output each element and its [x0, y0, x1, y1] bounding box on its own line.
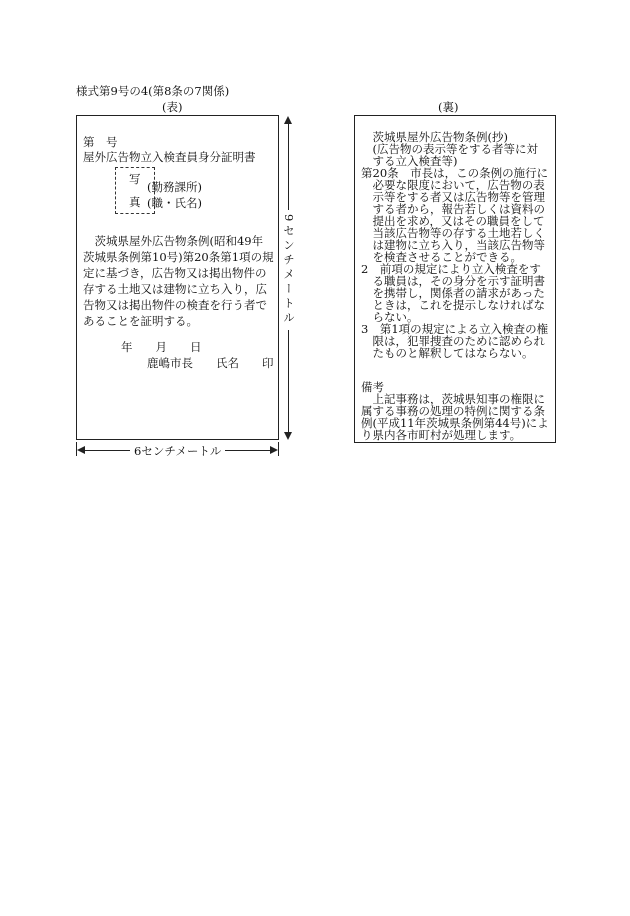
- back-line: 当該広告物等の存する土地若しく: [361, 226, 545, 240]
- back-side-label: (裏): [438, 100, 459, 114]
- body-line: 告物又は掲出物件の検査を行う者で: [83, 298, 267, 312]
- front-card: [76, 115, 279, 440]
- photo-label-bottom: 真: [129, 195, 141, 209]
- back-line: 第20条 市長は，この条例の施行に: [361, 166, 549, 180]
- back-line: する者から，報告若しくは資料の: [361, 202, 545, 216]
- back-line: を携帯し，関係者の請求があった: [361, 286, 545, 300]
- height-arrow-bottom-icon: [284, 432, 292, 440]
- body-line: あることを証明する。: [83, 314, 198, 328]
- body-line: 茨城県条例第10号)第20条第1項の規: [83, 250, 274, 264]
- notes-heading: 備考: [361, 380, 384, 394]
- height-label: 9センチメートル: [281, 210, 297, 330]
- back-line: 必要な限度において，広告物の表: [361, 178, 545, 192]
- body-line: 定に基づき，広告物又は掲出物件の: [83, 266, 267, 280]
- back-line: り県内各市町村が処理します。: [361, 428, 522, 442]
- back-line: する立入検査等): [361, 154, 458, 168]
- back-card: [354, 115, 556, 443]
- width-dimension-right-tick: [278, 442, 279, 456]
- back-line: ときは，これを提示しなければな: [361, 298, 545, 312]
- back-line: は建物に立ち入り，当該広告物等: [361, 238, 545, 252]
- department-field: (勤務課所): [147, 180, 202, 194]
- front-side-label: (表): [162, 100, 183, 114]
- number-line: 第 号: [83, 135, 118, 149]
- form-title: 様式第9号の4(第8条の7関係): [76, 84, 230, 98]
- back-line: (広告物の表示等をする者等に対: [361, 142, 538, 156]
- back-line: 茨城県屋外広告物条例(抄): [361, 130, 508, 144]
- back-line: る職員は，その身分を示す証明書: [361, 274, 545, 288]
- width-label: 6センチメートル: [130, 444, 225, 458]
- back-line: 2 前項の規定により立入検査をす: [361, 262, 541, 276]
- body-line: 存する土地又は建物に立ち入り，広: [83, 282, 267, 296]
- width-arrow-right-icon: [270, 446, 278, 454]
- back-line: たものと解釈してはならない。: [361, 346, 534, 360]
- back-line: 属する事務の処理の特例に関する条: [361, 404, 545, 418]
- back-line: 限は，犯罪捜査のために認められ: [361, 334, 545, 348]
- back-line: 3 第1項の規定による立入検査の権: [361, 322, 549, 336]
- body-line: 茨城県屋外広告物条例(昭和49年: [83, 234, 264, 248]
- photo-label-top: 写: [129, 172, 141, 186]
- back-line: らない。: [361, 310, 419, 324]
- back-line: を検査させることができる。: [361, 250, 522, 264]
- certificate-title: 屋外広告物立入検査員身分証明書: [83, 150, 256, 164]
- back-line: 上記事務は，茨城県知事の権限に: [361, 392, 545, 406]
- height-arrow-top-icon: [284, 116, 292, 124]
- issuer-line: 鹿嶋市長 氏名 印: [147, 356, 274, 370]
- date-line: 年 月 日: [121, 340, 202, 354]
- width-arrow-left-icon: [77, 446, 85, 454]
- back-line: 示等をする者又は広告物等を管理: [361, 190, 545, 204]
- back-line: 提出を求め，又はその職員をして: [361, 214, 545, 228]
- name-field: (職・氏名): [147, 196, 202, 210]
- back-line: 例(平成11年茨城県条例第44号)によ: [361, 416, 549, 430]
